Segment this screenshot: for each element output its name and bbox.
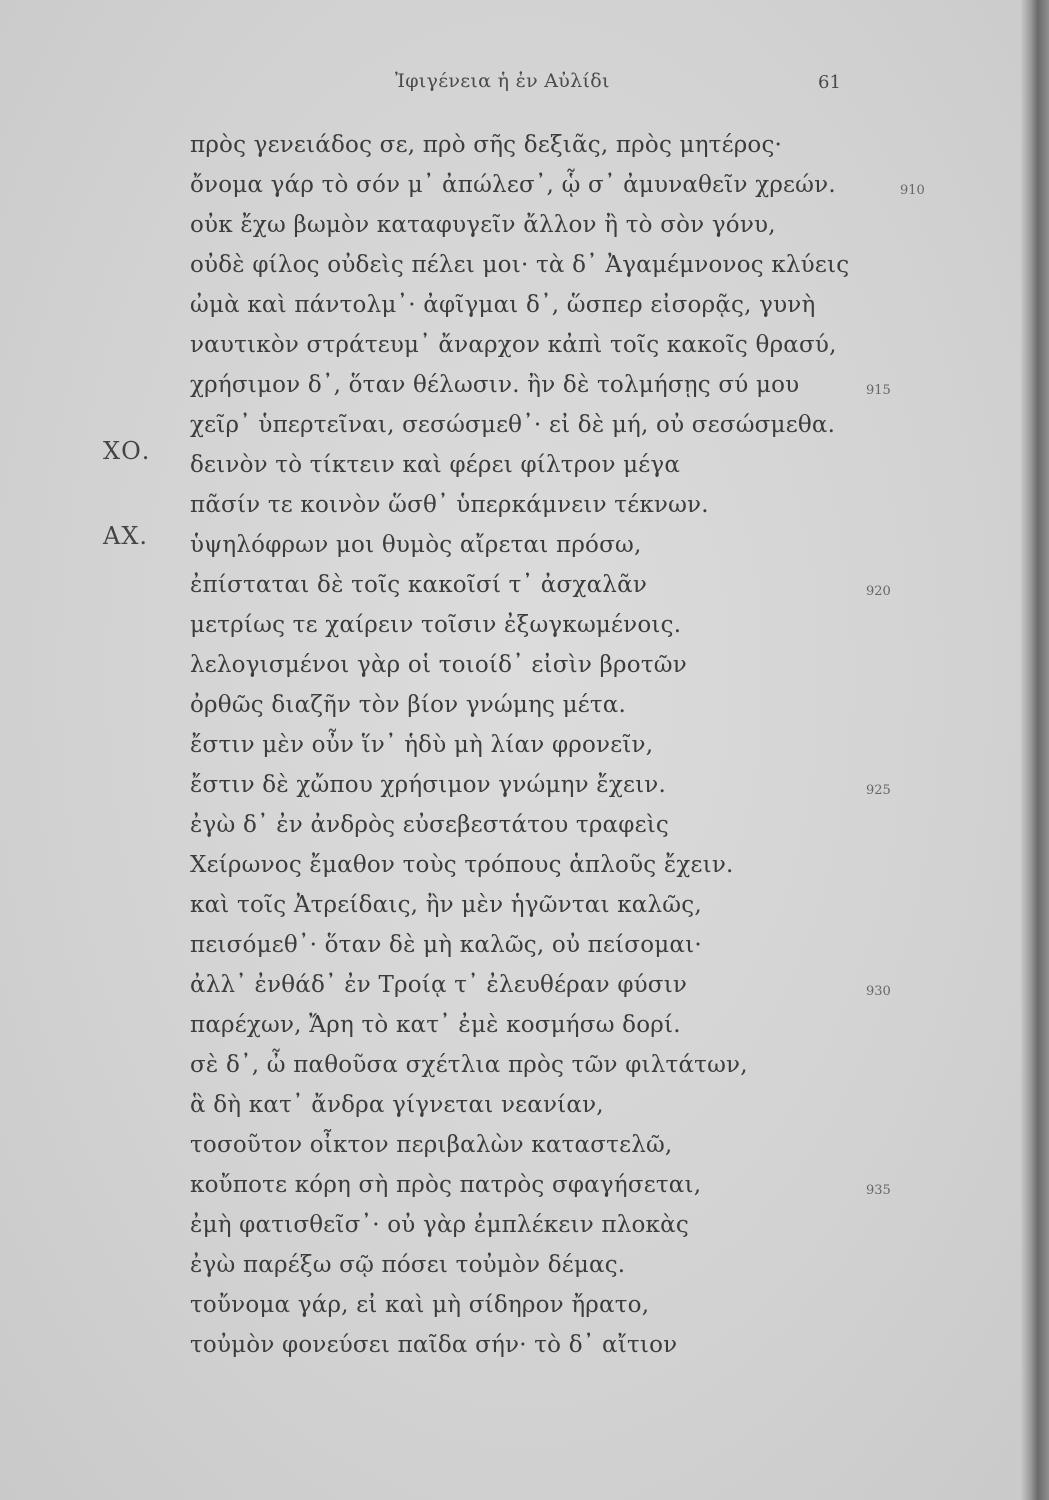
verse-line: χρήσιμον δ᾽, ὅταν θέλωσιν. ἢν δὲ τολμήσῃς σύ μου	[190, 372, 800, 398]
verse-line: δεινὸν τὸ τίκτειν καὶ φέρει φίλτρον μέγα	[190, 452, 681, 478]
line-number: 930	[866, 984, 891, 999]
verse-line: ὀρθῶς διαζῆν τὸν βίον γνώμης μέτα.	[190, 692, 627, 718]
verse-line: σὲ δ᾽, ὦ παθοῦσα σχέτλια πρὸς τῶν φιλτάτων,	[190, 1052, 748, 1078]
verse-line: οὐκ ἔχω βωμὸν καταφυγεῖν ἄλλον ἢ τὸ σὸν γόνυ,	[190, 212, 776, 238]
line-number: 915	[866, 383, 891, 398]
verse-line: λελογισμένοι γὰρ οἱ τοιοίδ᾽ εἰσὶν βροτῶν	[190, 652, 687, 678]
verse-line: ἔστιν δὲ χὤπου χρήσιμον γνώμην ἔχειν.	[190, 772, 666, 798]
verse-line: ὑψηλόφρων μοι θυμὸς αἴρεται πρόσω,	[190, 532, 642, 558]
verse-line: ὄνομα γάρ τὸ σόν μ᾽ ἀπώλεσ᾽, ᾧ σ᾽ ἀμυναθεῖν χρεών.	[190, 172, 836, 198]
verse-line: κοὔποτε κόρη σὴ πρὸς πατρὸς σφαγήσεται,	[190, 1172, 702, 1198]
verse-line: Χείρωνος ἔμαθον τοὺς τρόπους ἁπλοῦς ἔχειν.	[190, 852, 734, 878]
verse-line: πᾶσίν τε κοινὸν ὥσθ᾽ ὑπερκάμνειν τέκνων.	[190, 492, 709, 518]
verse-line: ὠμὰ καὶ πάντολμ᾽· ἀφῖγμαι δ᾽, ὥσπερ εἰσορᾷς, γυνὴ	[190, 292, 816, 318]
verse-line: οὐδὲ φίλος οὐδεὶς πέλει μοι· τὰ δ᾽ Ἀγαμέμνονος κλύεις	[190, 252, 850, 278]
speaker-chorus: ΧΟ.	[103, 437, 151, 465]
running-title: Ἰφιγένεια ἡ ἐν Αὐλίδι	[395, 70, 610, 92]
verse-line: καὶ τοῖς Ἀτρείδαις, ἢν μὲν ἡγῶνται καλῶς,	[190, 892, 702, 918]
line-number: 920	[866, 584, 891, 599]
line-number: 925	[866, 783, 891, 798]
page-number: 61	[818, 72, 841, 93]
verse-line: ἐμὴ φατισθεῖσ᾽· οὐ γὰρ ἐμπλέκειν πλοκὰς	[190, 1212, 689, 1238]
verse-line: παρέχων, Ἄρη τὸ κατ᾽ ἐμὲ κοσμήσω δορί.	[190, 1012, 681, 1038]
verse-line: ναυτικὸν στράτευμ᾽ ἄναρχον κἀπὶ τοῖς κακοῖς θρασύ,	[190, 332, 837, 358]
verse-line: πρὸς γενειάδος σε, πρὸ σῆς δεξιᾶς, πρὸς μητέρος·	[190, 132, 783, 158]
verse-line: τοὐμὸν φονεύσει παῖδα σήν· τὸ δ᾽ αἴτιον	[190, 1332, 678, 1358]
verse-line: τοσοῦτον οἶκτον περιβαλὼν καταστελῶ,	[190, 1132, 673, 1158]
speaker-achilles: ΑΧ.	[103, 522, 149, 550]
verse-line: ἃ δὴ κατ᾽ ἄνδρα γίγνεται νεανίαν,	[190, 1092, 604, 1118]
verse-line: ἀλλ᾽ ἐνθάδ᾽ ἐν Τροίᾳ τ᾽ ἐλευθέραν φύσιν	[190, 972, 688, 998]
verse-line: μετρίως τε χαίρειν τοῖσιν ἐξωγκωμένοις.	[190, 612, 682, 638]
line-number: 935	[866, 1183, 891, 1198]
line-number: 910	[900, 183, 925, 198]
verse-line: ἔστιν μὲν οὖν ἵν᾽ ἡδὺ μὴ λίαν φρονεῖν,	[190, 732, 654, 758]
verse-line: ἐπίσταται δὲ τοῖς κακοῖσί τ᾽ ἀσχαλᾶν	[190, 572, 648, 598]
page-edge	[1021, 0, 1049, 1500]
verse-line: πεισόμεθ᾽· ὅταν δὲ μὴ καλῶς, οὐ πείσομαι·	[190, 932, 702, 958]
verse-line: ἐγὼ παρέξω σῷ πόσει τοὐμὸν δέμας.	[190, 1252, 626, 1278]
verse-line: τοὔνομα γάρ, εἰ καὶ μὴ σίδηρον ἤρατο,	[190, 1292, 650, 1318]
verse-line: χεῖρ᾽ ὑπερτεῖναι, σεσώσμεθ᾽· εἰ δὲ μή, οὐ σεσώσμεθα.	[190, 412, 836, 438]
verse-line: ἐγὼ δ᾽ ἐν ἀνδρὸς εὐσεβεστάτου τραφεὶς	[190, 812, 670, 838]
